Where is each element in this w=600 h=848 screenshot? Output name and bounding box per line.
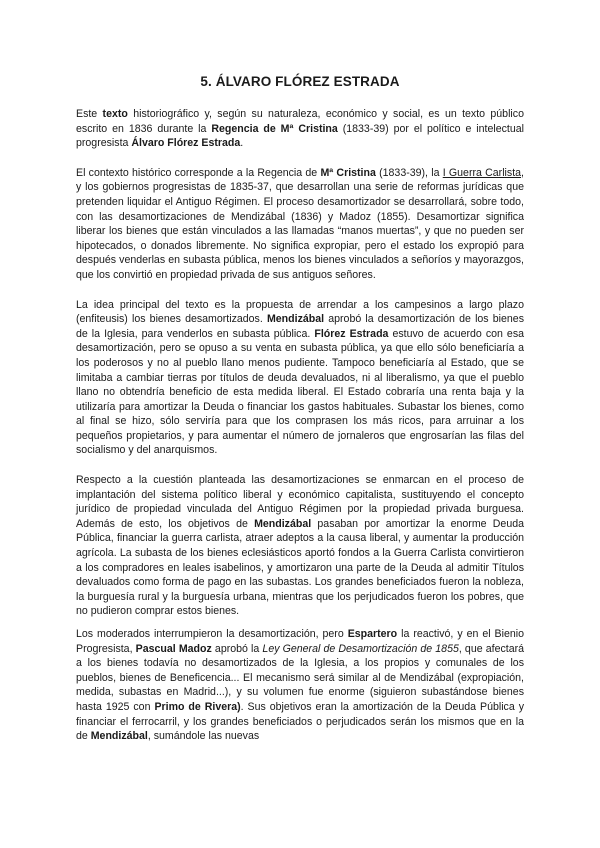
page-title: 5. ÁLVARO FLÓREZ ESTRADA	[200, 74, 400, 89]
paragraph-context: El contexto histórico corresponde a la Regencia de Mª Cristina (1833-39), la I Guerra Carlista, y los gobiernos progresistas de 1835-37, que desarrollan una serie de reformas jurídicas que pretenden liquidar el Antiguo Régimen. El proceso desamortizador se desarrollará, sobre todo, con las desamortizaciones de Mendizábal (1836) y Madoz (1855). Desamortizar significa liberar los bienes que están vinculados a las llamadas “manos muertas”, y que no pueden ser hipotecados, o donados libremente. No significa expropiar, pero el estado los expropió para después venderlas en subasta pública, menos los bienes vinculados a señoríos y mayorazgos, que los convirtió en propiedad privada de sus antiguos señores.	[76, 166, 524, 281]
paragraph-madoz: Los moderados interrumpieron la desamortización, pero Espartero la reactivó, y en el Bienio Progresista, Pascual Madoz aprobó la Ley General de Desamortización de 1855, que afectará a los bienes todavía no desamortizados de la Iglesia, a los propios y comunales de los pueblos, bienes de Beneficencia... El mecanismo será similar al de Mendizábal (expropiación, medida, subastas en Madrid...), y su volumen fue enorme (siguieron subastándose bienes hasta 1925 con Primo de Rivera). Sus objetivos eran la amortización de la Deuda Pública y financiar el ferrocarril, y los grandes beneficiados o perjudicados serán los mismos que en la de Mendizábal, sumándole las nuevas	[76, 628, 525, 743]
paragraph-intro: Este texto historiográfico y, según su naturaleza, económico y social, es un texto público escrito en 1836 durante la Regencia de Mª Cristina (1833-39) por el político e intelectual progresista Álvaro Flórez Estrada.	[76, 108, 525, 150]
paragraph-question: Respecto a la cuestión planteada las desamortizaciones se enmarcan en el proceso de implantación del sistema político liberal y económico capitalista, sustituyendo el concepto jurídico de propiedad vinculada del Antiguo Régimen por la propiedad privada burguesa. Además de esto, los objetivos de Mendizábal pasaban por amortizar la enorme Deuda Pública, financiar la guerra carlista, atraer adeptos a la causa liberal, y aumentar la producción agrícola. La subasta de los bienes eclesiásticos aportó fondos a la Guerra Carlista convirtieron a los compradores en leales isabelinos, y amortizaron una parte de la Deuda al admitir Títulos devaluados como forma de pago en las subastas. Los grandes beneficiados fueron la nobleza, la burguesía rural y la burguesía urbana, mientras que los perjudicados fueron los pobres, que no pudieron comprar estos bienes.	[76, 474, 524, 618]
paragraph-main-idea: La idea principal del texto es la propuesta de arrendar a los campesinos a largo plazo (enfiteusis) los bienes desamortizados. Mendizábal aprobó la desamortización de los bienes de la Iglesia, para venderlos en subasta pública. Flórez Estrada estuvo de acuerdo con esa desamortización, pero se opuso a su venta en subasta pública, ya que ello sólo beneficiaría a los poderosos y no al pueblo llano menos pudiente. Tampoco beneficiaría al Estado, que se limitaba a cambiar tierras por títulos de deuda devaluados, ni al liberalismo, ya que el pueblo llano no obtendría beneficio de esta medida liberal. El Estado cobraría una renta baja y la utilizaría para amortizar la Deuda o financiar los gastos habituales. Subastar los bienes, como al final se hizo, sólo serviría para que los comprasen los más ricos, para arruinar a los pequeños propietarios, y para aumentar el número de jornaleros que engrosarían las filas del socialismo y del anarquismos.	[76, 298, 525, 457]
